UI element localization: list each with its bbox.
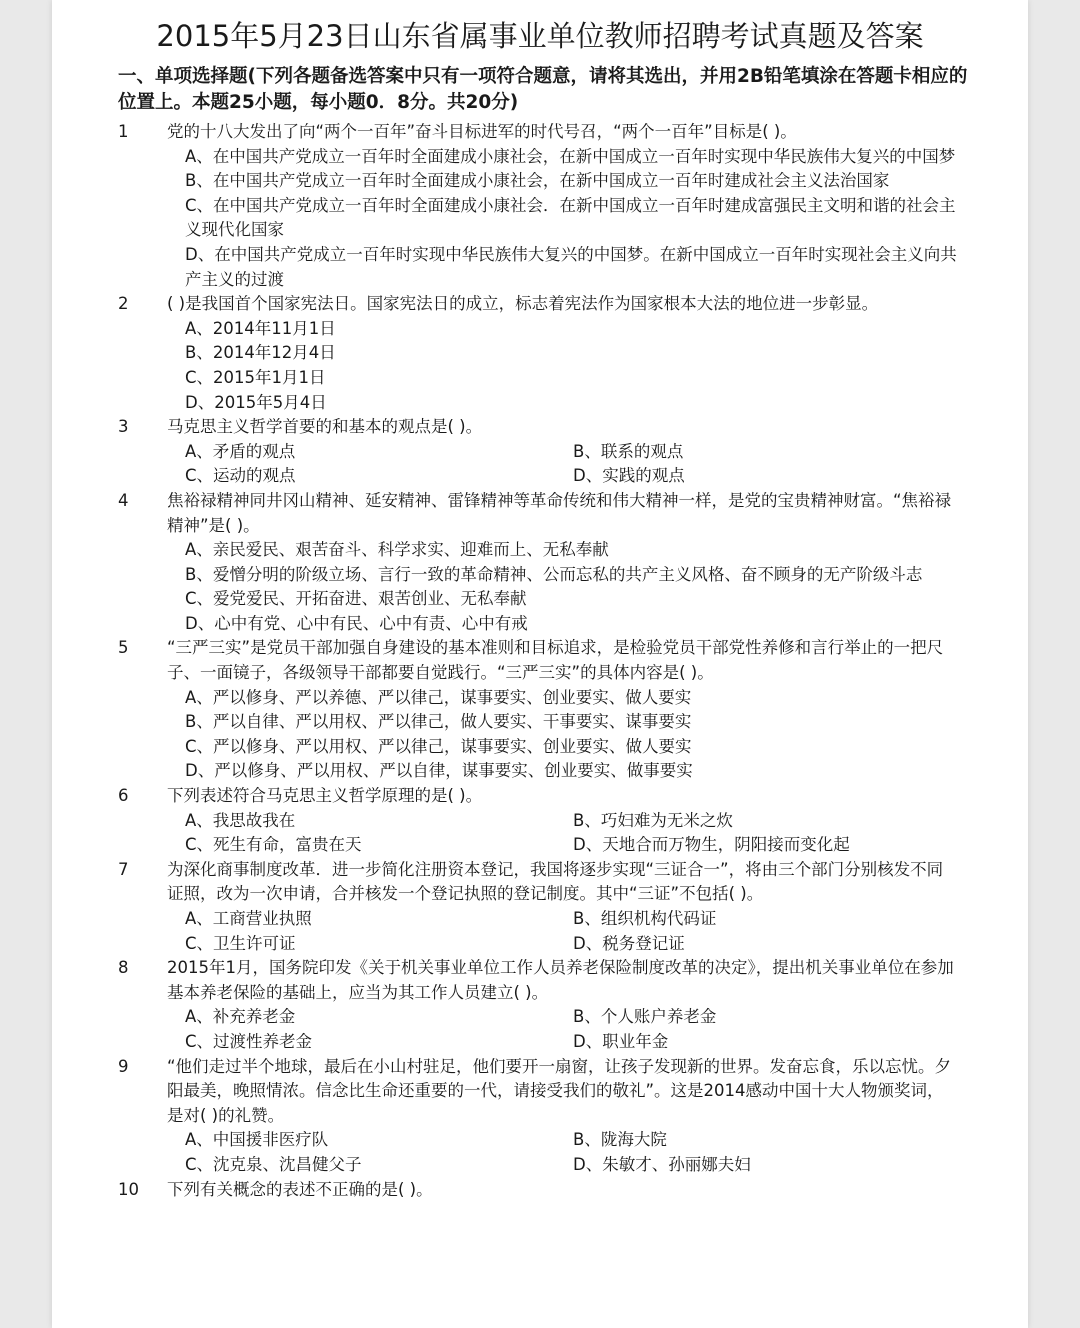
question-number: 10 [118, 1179, 139, 1199]
option-b: B、巧妇难为无米之炊 [573, 810, 733, 830]
option-b: B、2014年12月4日 [185, 343, 336, 363]
question-number: 8 [118, 958, 129, 978]
option-d: D、实践的观点 [573, 466, 685, 486]
document-title: 2015年5月23日山东省属事业单位教师招聘考试真题及答案 [156, 19, 924, 53]
option-c: C、爱党爱民、开拓奋进、艰苦创业、无私奉献 [185, 589, 527, 609]
question-4 [52, 489, 1028, 637]
option-b: B、组织机构代码证 [573, 909, 717, 928]
option-b: B、严以自律、严以用权、严以律己，做人要实、干事要实、谋事要实 [185, 712, 692, 732]
question-number: 9 [118, 1056, 129, 1076]
question-6 [52, 784, 1028, 858]
option-d: D、税务登记证 [573, 933, 685, 953]
document-page [52, 0, 1028, 1328]
option-d: D、心中有党、心中有民、心中有责、心中有戒 [185, 613, 528, 633]
question-number: 2 [118, 294, 129, 314]
option-c: C、运动的观点 [185, 466, 296, 486]
option-a: A、2014年11月1日 [185, 318, 336, 338]
option-c: C、在中国共产党成立一百年时全面建成小康社会．在新中国成立一百年时建成富强民主文明和谐的社会主义现代化国家 [185, 195, 956, 240]
option-a: A、严以修身、严以养德、严以律己，谋事要实、创业要实、做人要实 [185, 687, 692, 707]
question-7 [52, 858, 1028, 956]
question-list [52, 120, 1028, 1202]
question-8 [52, 956, 1028, 1054]
option-d: D、在中国共产党成立一百年时实现中华民族伟大复兴的中国梦。在新中国成立一百年时实现社会主义向共产主义的过渡 [185, 244, 957, 289]
option-c: C、过渡性养老金 [185, 1031, 313, 1051]
question-10 [52, 1178, 1028, 1203]
question-stem: 马克思主义哲学首要的和基本的观点是( )。 [167, 417, 483, 437]
option-b: B、联系的观点 [573, 441, 684, 461]
option-c: C、卫生许可证 [185, 933, 296, 953]
question-2 [52, 292, 1028, 415]
option-d: D、严以修身、严以用权、严以自律，谋事要实、创业要实、做事要实 [185, 761, 693, 781]
question-stem: “三严三实”是党员干部加强自身建设的基本准则和目标追求，是检验党员干部党性养修和言行举止的一把尺子、一面镜子，各级领导干部都要自觉践行。“三严三实”的具体内容是( )。 [167, 638, 944, 683]
question-stem: 2015年1月，国务院印发《关于机关事业单位工作人员养老保险制度改革的决定》，提出机关事业单位在参加基本养老保险的基础上，应当为其工作人员建立( )。 [167, 958, 954, 1002]
option-d: D、职业年金 [573, 1031, 669, 1051]
option-b: B、个人账户养老金 [573, 1007, 717, 1027]
option-a: A、补充养老金 [185, 1007, 296, 1027]
option-c: C、2015年1月1日 [185, 367, 326, 387]
question-3 [52, 415, 1028, 489]
option-d: D、朱敏才、孙丽娜夫妇 [573, 1154, 751, 1174]
option-b: B、陇海大院 [573, 1130, 667, 1150]
question-number: 6 [118, 786, 129, 806]
question-stem: 党的十八大发出了向“两个一百年”奋斗目标进军的时代号召，“两个一百年”目标是( )。 [167, 122, 797, 141]
option-a: A、我思故我在 [185, 810, 296, 830]
question-9 [52, 1055, 1028, 1178]
question-number: 1 [118, 122, 129, 141]
question-5 [52, 636, 1028, 784]
question-number: 4 [118, 490, 129, 510]
option-d: D、天地合而万物生，阴阳接而变化起 [573, 835, 850, 855]
question-stem: 焦裕禄精神同井冈山精神、延安精神、雷锋精神等革命传统和伟大精神一样，是党的宝贵精神财富。“焦裕禄精神”是( )。 [167, 490, 952, 535]
option-a: A、中国援非医疗队 [185, 1130, 329, 1150]
question-number: 3 [118, 417, 129, 437]
question-number: 5 [118, 638, 129, 658]
option-a: A、工商营业执照 [185, 909, 312, 928]
option-c: C、死生有命，富贵在天 [185, 835, 362, 855]
option-b: B、爱憎分明的阶级立场、言行一致的革命精神、公而忘私的共产主义风格、奋不顾身的无产阶级斗志 [185, 564, 923, 584]
option-b: B、在中国共产党成立一百年时全面建成小康社会，在新中国成立一百年时建成社会主义法治国家 [185, 171, 890, 191]
question-1 [52, 120, 1028, 292]
option-c: C、沈克泉、沈昌健父子 [185, 1154, 362, 1174]
question-stem: 为深化商事制度改革．进一步简化注册资本登记，我国将逐步实现“三证合一”，将由三个部门分别核发不同证照，改为一次申请，合并核发一个登记执照的登记制度。其中“三证”不包括( )。 [167, 859, 944, 904]
question-stem: “他们走过半个地球，最后在小山村驻足，他们要开一扇窗，让孩子发现新的世界。发奋忘食，乐以忘忧。夕阳最美，晚照情浓。信念比生命还重要的一代，请接受我们的敬礼”。这是2014感动中国十大人物颁奖词，是对( )的礼赞。 [167, 1056, 952, 1125]
option-a: A、在中国共产党成立一百年时全面建成小康社会，在新中国成立一百年时实现中华民族伟大复兴的中国梦 [185, 146, 956, 166]
question-number: 7 [118, 859, 129, 879]
section-heading: 一、单项选择题(下列各题备选答案中只有一项符合题意，请将其选出，并用2B铅笔填涂在答题卡相应的位置上。本题25小题，每小题0．8分。共20分) [118, 66, 968, 113]
option-a: A、亲民爱民、艰苦奋斗、科学求实、迎难而上、无私奉献 [185, 540, 609, 560]
option-d: D、2015年5月4日 [185, 392, 327, 412]
option-c: C、严以修身、严以用权、严以律己，谋事要实、创业要实、做人要实 [185, 736, 692, 756]
option-a: A、矛盾的观点 [185, 441, 296, 461]
question-stem: 下列表述符合马克思主义哲学原理的是( )。 [167, 786, 483, 806]
question-stem: 下列有关概念的表述不正确的是( )。 [167, 1179, 433, 1199]
question-stem: ( )是我国首个国家宪法日。国家宪法日的成立，标志着宪法作为国家根本大法的地位进一步彰显。 [167, 294, 879, 314]
